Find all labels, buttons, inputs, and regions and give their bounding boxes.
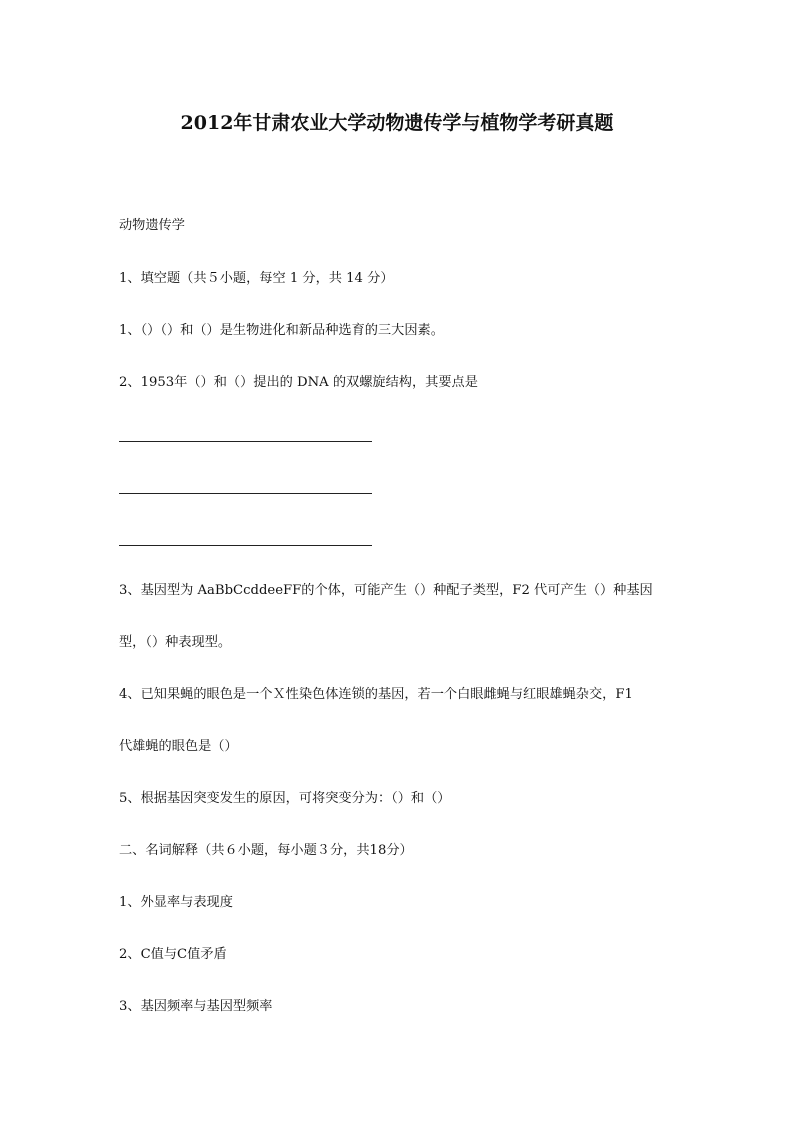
question-3-line-1: 3、基因型为 AaBbCcddeeFF的个体，可能产生（）种配子类型，F2 代可产生（）种基因 — [119, 583, 653, 598]
document-title: 2012年甘肃农业大学动物遗传学与植物学考研真题 — [180, 112, 614, 134]
answer-blank-line — [119, 493, 372, 494]
definition-item: 1、外显率与表现度 — [119, 895, 233, 910]
question-3-line-2: 型，（）种表现型。 — [119, 635, 232, 650]
fill-in-heading: 1、填空题（共５小题，每空 1 分，共 14 分） — [119, 271, 394, 286]
definition-item: 3、基因频率与基因型频率 — [119, 999, 273, 1014]
answer-blank-line — [119, 441, 372, 442]
question-4-line-2: 代雄蝇的眼色是（） — [119, 739, 238, 754]
question-4-line-1: 4、已知果蝇的眼色是一个Ｘ性染色体连锁的基因，若一个白眼雌蝇与红眼雄蝇杂交，F1 — [119, 687, 633, 702]
question-2: 2、1953年（）和（）提出的 DNA 的双螺旋结构，其要点是 — [119, 375, 478, 390]
definition-item: 2、C值与C值矛盾 — [119, 947, 227, 962]
answer-blank-line — [119, 545, 372, 546]
question-1: 1、（）（）和（）是生物进化和新品种选育的三大因素。 — [119, 323, 444, 338]
section-label: 动物遗传学 — [119, 218, 185, 233]
question-5: 5、根据基因突变发生的原因，可将突变分为：（）和（） — [119, 791, 451, 806]
definitions-heading: 二、名词解释（共６小题，每小题３分，共18分） — [119, 843, 413, 858]
